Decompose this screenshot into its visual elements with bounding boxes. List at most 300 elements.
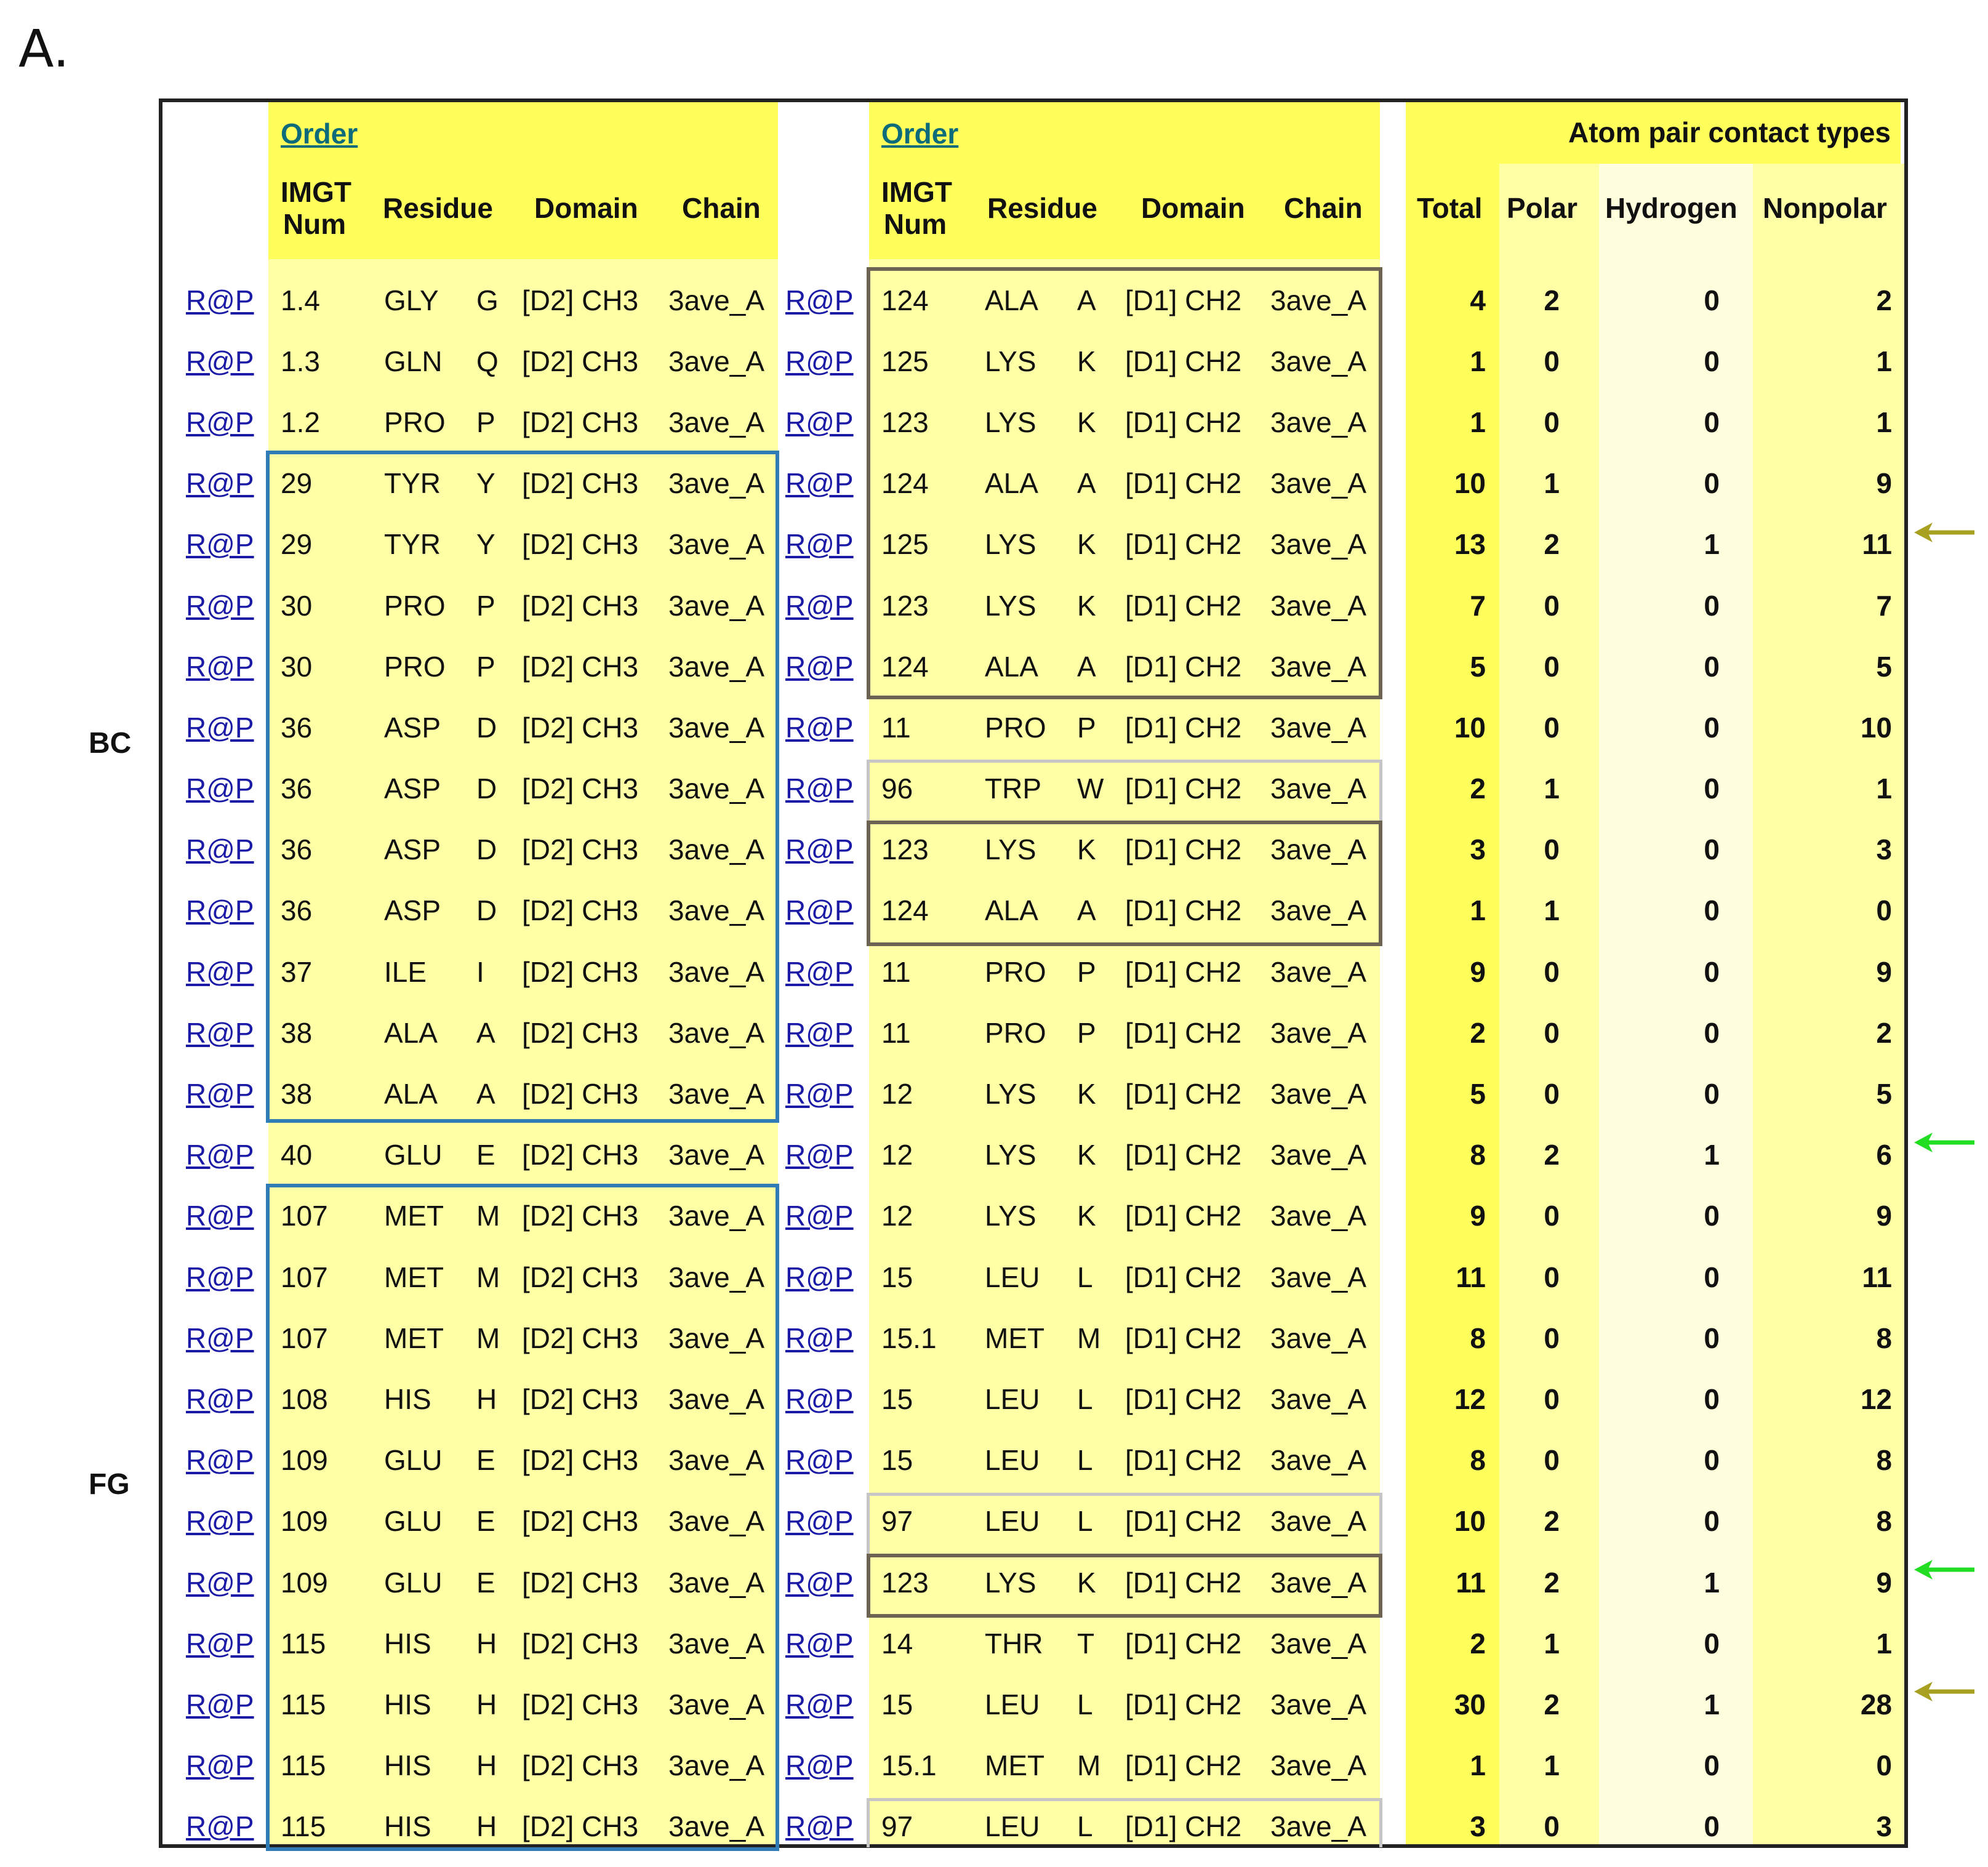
aa-code-right: A bbox=[1077, 894, 1096, 927]
rp-link-left[interactable]: R@P bbox=[186, 1444, 254, 1477]
chain-left: 3ave_A bbox=[668, 1749, 765, 1782]
hydrogen-value: 0 bbox=[1704, 1627, 1720, 1660]
table-row bbox=[162, 941, 1904, 1002]
hydrogen-value: 0 bbox=[1704, 589, 1720, 622]
nonpolar-value: 11 bbox=[1862, 528, 1892, 561]
total-value: 13 bbox=[1454, 528, 1486, 561]
domain-left: [D2] CH3 bbox=[522, 894, 639, 927]
chain-right: 3ave_A bbox=[1270, 284, 1367, 316]
domain-header-right: Domain bbox=[1141, 192, 1245, 224]
aa-code-right: L bbox=[1077, 1261, 1093, 1293]
chain-right: 3ave_A bbox=[1270, 1444, 1367, 1477]
chain-right: 3ave_A bbox=[1270, 345, 1367, 377]
table-row bbox=[162, 758, 1904, 819]
domain-header-left: Domain bbox=[534, 192, 638, 224]
imgt-num-left: 107 bbox=[281, 1322, 328, 1354]
imgt-num-right: 123 bbox=[881, 589, 929, 622]
hydrogen-value: 0 bbox=[1704, 406, 1720, 438]
aa-code-left: D bbox=[476, 773, 497, 805]
nonpolar-value: 3 bbox=[1876, 833, 1892, 866]
aa-code-right: K bbox=[1077, 1200, 1096, 1232]
rp-link-right[interactable]: R@P bbox=[785, 1016, 854, 1049]
residue-left: MET bbox=[384, 1322, 444, 1354]
hydrogen-value: 1 bbox=[1704, 1566, 1720, 1599]
imgt-num-left: 115 bbox=[281, 1688, 326, 1720]
aa-code-right: K bbox=[1077, 528, 1096, 561]
rp-link-left[interactable]: R@P bbox=[186, 1261, 254, 1293]
imgt-num-right: 123 bbox=[881, 833, 929, 866]
table-row bbox=[162, 1186, 1904, 1247]
imgt-num-right: 15 bbox=[881, 1444, 913, 1477]
aa-code-left: M bbox=[476, 1261, 500, 1293]
residue-right: PRO bbox=[985, 955, 1046, 988]
rp-link-right[interactable]: R@P bbox=[785, 955, 854, 988]
imgt-num-left: 115 bbox=[281, 1749, 326, 1782]
olive-arrow-icon bbox=[1914, 1679, 1976, 1704]
hydrogen-value: 0 bbox=[1704, 1383, 1720, 1415]
domain-left: [D2] CH3 bbox=[522, 955, 639, 988]
rp-link-left[interactable]: R@P bbox=[186, 1200, 254, 1232]
residue-left: PRO bbox=[384, 589, 446, 622]
nonpolar-header: Nonpolar bbox=[1763, 192, 1887, 224]
domain-right: [D1] CH2 bbox=[1125, 1078, 1242, 1110]
residue-left: PRO bbox=[384, 650, 446, 683]
rp-link-left[interactable]: R@P bbox=[186, 284, 254, 316]
total-value: 1 bbox=[1470, 345, 1486, 377]
residue-right: TRP bbox=[985, 773, 1041, 805]
aa-code-right: K bbox=[1077, 1566, 1096, 1599]
rp-link-left[interactable]: R@P bbox=[186, 1810, 254, 1843]
aa-code-left: M bbox=[476, 1322, 500, 1354]
rp-link-left[interactable]: R@P bbox=[186, 467, 254, 500]
table-row bbox=[162, 880, 1904, 941]
domain-right: [D1] CH2 bbox=[1125, 1261, 1242, 1293]
total-value: 3 bbox=[1470, 1810, 1486, 1843]
chain-left: 3ave_A bbox=[668, 711, 765, 744]
domain-right: [D1] CH2 bbox=[1125, 1810, 1242, 1843]
residue-right: LEU bbox=[985, 1505, 1040, 1538]
nonpolar-value: 3 bbox=[1876, 1810, 1892, 1843]
imgt-num-right: 124 bbox=[881, 284, 929, 316]
rp-link-left[interactable]: R@P bbox=[186, 1566, 254, 1599]
hydrogen-value: 0 bbox=[1704, 1200, 1720, 1232]
domain-right: [D1] CH2 bbox=[1125, 1139, 1242, 1171]
domain-right: [D1] CH2 bbox=[1125, 711, 1242, 744]
hydrogen-value: 0 bbox=[1704, 1810, 1720, 1843]
aa-code-left: E bbox=[476, 1444, 495, 1477]
polar-value: 2 bbox=[1544, 1688, 1560, 1720]
hydrogen-value: 0 bbox=[1704, 711, 1720, 744]
rp-link-right[interactable]: R@P bbox=[785, 1139, 854, 1171]
polar-value: 0 bbox=[1544, 955, 1560, 988]
green-arrow-icon bbox=[1914, 1557, 1976, 1582]
residue-left: PRO bbox=[384, 406, 446, 438]
chain-right: 3ave_A bbox=[1270, 1505, 1367, 1538]
table-row bbox=[162, 636, 1904, 697]
total-value: 9 bbox=[1470, 1200, 1486, 1232]
imgt-num-right: 12 bbox=[881, 1139, 913, 1171]
domain-left: [D2] CH3 bbox=[522, 1261, 639, 1293]
rp-link-left[interactable]: R@P bbox=[186, 406, 254, 438]
aa-code-right: L bbox=[1077, 1688, 1093, 1720]
rp-link-right[interactable]: R@P bbox=[785, 833, 854, 866]
polar-value: 2 bbox=[1544, 1139, 1560, 1171]
chain-right: 3ave_A bbox=[1270, 1016, 1367, 1049]
hydrogen-value: 0 bbox=[1704, 833, 1720, 866]
rp-link-left[interactable]: R@P bbox=[186, 589, 254, 622]
nonpolar-value: 28 bbox=[1860, 1688, 1892, 1720]
nonpolar-value: 5 bbox=[1876, 650, 1892, 683]
table-row bbox=[162, 1796, 1904, 1857]
chain-right: 3ave_A bbox=[1270, 955, 1367, 988]
aa-code-left: G bbox=[476, 284, 499, 316]
residue-left: MET bbox=[384, 1261, 444, 1293]
imgt-num-left: 1.2 bbox=[281, 406, 320, 438]
rp-link-left[interactable]: R@P bbox=[186, 528, 254, 561]
table-body bbox=[162, 270, 1904, 1857]
aa-code-right: M bbox=[1077, 1749, 1101, 1782]
nonpolar-value: 7 bbox=[1876, 589, 1892, 622]
residue-right: PRO bbox=[985, 1016, 1046, 1049]
table-row bbox=[162, 697, 1904, 758]
rp-link-left[interactable]: R@P bbox=[186, 1139, 254, 1171]
contact-table bbox=[159, 98, 1908, 1848]
domain-left: [D2] CH3 bbox=[522, 528, 639, 561]
domain-left: [D2] CH3 bbox=[522, 1016, 639, 1049]
domain-left: [D2] CH3 bbox=[522, 1200, 639, 1232]
table-row bbox=[162, 1491, 1904, 1552]
rp-link-left[interactable]: R@P bbox=[186, 773, 254, 805]
domain-right: [D1] CH2 bbox=[1125, 345, 1242, 377]
rp-link-left[interactable]: R@P bbox=[186, 955, 254, 988]
total-value: 10 bbox=[1454, 467, 1486, 500]
aa-code-left: A bbox=[476, 1078, 495, 1110]
nonpolar-value: 1 bbox=[1876, 1627, 1892, 1660]
domain-left: [D2] CH3 bbox=[522, 1139, 639, 1171]
rp-link-left[interactable]: R@P bbox=[186, 345, 254, 377]
residue-left: GLU bbox=[384, 1444, 443, 1477]
total-value: 11 bbox=[1456, 1566, 1486, 1599]
chain-left: 3ave_A bbox=[668, 1078, 765, 1110]
rp-link-left[interactable]: R@P bbox=[186, 1016, 254, 1049]
residue-right: LEU bbox=[985, 1810, 1040, 1843]
chain-right: 3ave_A bbox=[1270, 773, 1367, 805]
table-row bbox=[162, 1735, 1904, 1796]
rp-link-left[interactable]: R@P bbox=[186, 1383, 254, 1415]
residue-left: GLY bbox=[384, 284, 439, 316]
residue-right: THR bbox=[985, 1627, 1043, 1660]
chain-left: 3ave_A bbox=[668, 894, 765, 927]
rp-link-right[interactable]: R@P bbox=[785, 1505, 854, 1538]
imgt-num-left: 1.3 bbox=[281, 345, 320, 377]
total-value: 4 bbox=[1470, 284, 1486, 316]
nonpolar-value: 8 bbox=[1876, 1322, 1892, 1354]
imgt-num-left: 108 bbox=[281, 1383, 328, 1415]
aa-code-right: P bbox=[1077, 1016, 1096, 1049]
chain-right: 3ave_A bbox=[1270, 589, 1367, 622]
imgt-num-left: 29 bbox=[281, 528, 313, 561]
chain-right: 3ave_A bbox=[1270, 1627, 1367, 1660]
residue-left: TYR bbox=[384, 467, 441, 500]
imgt-num-right: 15 bbox=[881, 1688, 913, 1720]
polar-value: 0 bbox=[1544, 1200, 1560, 1232]
total-value: 2 bbox=[1470, 1016, 1486, 1049]
polar-value: 1 bbox=[1544, 773, 1560, 805]
rp-link-right[interactable]: R@P bbox=[785, 773, 854, 805]
hydrogen-value: 0 bbox=[1704, 1016, 1720, 1049]
rp-link-right[interactable]: R@P bbox=[785, 1688, 854, 1720]
residue-left: GLU bbox=[384, 1505, 443, 1538]
imgt-num-right: 125 bbox=[881, 528, 929, 561]
rp-link-right[interactable]: R@P bbox=[785, 284, 854, 316]
table-row bbox=[162, 819, 1904, 880]
nonpolar-value: 8 bbox=[1876, 1505, 1892, 1538]
hydrogen-value: 0 bbox=[1704, 1749, 1720, 1782]
residue-right: LYS bbox=[985, 406, 1036, 438]
rp-link-right[interactable]: R@P bbox=[785, 1810, 854, 1843]
domain-right: [D1] CH2 bbox=[1125, 1200, 1242, 1232]
nonpolar-value: 1 bbox=[1876, 345, 1892, 377]
rp-link-right[interactable]: R@P bbox=[785, 1383, 854, 1415]
rp-link-right[interactable]: R@P bbox=[785, 1566, 854, 1599]
rp-link-left[interactable]: R@P bbox=[186, 711, 254, 744]
rp-link-right[interactable]: R@P bbox=[785, 1322, 854, 1354]
chain-left: 3ave_A bbox=[668, 1566, 765, 1599]
residue-left: ASP bbox=[384, 894, 441, 927]
rp-link-right[interactable]: R@P bbox=[785, 650, 854, 683]
order-link-left[interactable]: Order bbox=[281, 118, 358, 150]
chain-right: 3ave_A bbox=[1270, 650, 1367, 683]
aa-code-right: K bbox=[1077, 589, 1096, 622]
rp-link-right[interactable]: R@P bbox=[785, 1200, 854, 1232]
domain-right: [D1] CH2 bbox=[1125, 467, 1242, 500]
nonpolar-value: 9 bbox=[1876, 1566, 1892, 1599]
chain-left: 3ave_A bbox=[668, 528, 765, 561]
imgt-num-right: 123 bbox=[881, 1566, 929, 1599]
nonpolar-value: 0 bbox=[1876, 894, 1892, 927]
total-value: 12 bbox=[1454, 1383, 1486, 1415]
aa-code-left: P bbox=[476, 650, 495, 683]
total-value: 1 bbox=[1470, 1749, 1486, 1782]
table-row bbox=[162, 270, 1904, 331]
total-value: 8 bbox=[1470, 1139, 1486, 1171]
table-row bbox=[162, 1247, 1904, 1307]
hydrogen-value: 0 bbox=[1704, 773, 1720, 805]
rp-link-left[interactable]: R@P bbox=[186, 1688, 254, 1720]
hydrogen-value: 0 bbox=[1704, 894, 1720, 927]
rp-link-right[interactable]: R@P bbox=[785, 345, 854, 377]
aa-code-left: M bbox=[476, 1200, 500, 1232]
domain-left: [D2] CH3 bbox=[522, 467, 639, 500]
total-value: 2 bbox=[1470, 1627, 1486, 1660]
hydrogen-value: 0 bbox=[1704, 1322, 1720, 1354]
residue-left: HIS bbox=[384, 1383, 431, 1415]
aa-code-right: P bbox=[1077, 955, 1096, 988]
residue-left: TYR bbox=[384, 528, 441, 561]
rp-link-right[interactable]: R@P bbox=[785, 589, 854, 622]
rp-link-right[interactable]: R@P bbox=[785, 1627, 854, 1660]
chain-left: 3ave_A bbox=[668, 1627, 765, 1660]
total-value: 7 bbox=[1470, 589, 1486, 622]
imgt-num-left: 38 bbox=[281, 1078, 313, 1110]
total-value: 10 bbox=[1454, 1505, 1486, 1538]
aa-code-right: W bbox=[1077, 773, 1104, 805]
residue-right: LEU bbox=[985, 1261, 1040, 1293]
nonpolar-value: 9 bbox=[1876, 1200, 1892, 1232]
rp-link-right[interactable]: R@P bbox=[785, 711, 854, 744]
rp-link-right[interactable]: R@P bbox=[785, 528, 854, 561]
residue-left: ALA bbox=[384, 1016, 438, 1049]
polar-value: 1 bbox=[1544, 467, 1560, 500]
chain-left: 3ave_A bbox=[668, 1200, 765, 1232]
nonpolar-value: 2 bbox=[1876, 1016, 1892, 1049]
nonpolar-value: 1 bbox=[1876, 773, 1892, 805]
total-value: 11 bbox=[1456, 1261, 1486, 1293]
domain-left: [D2] CH3 bbox=[522, 1322, 639, 1354]
chain-left: 3ave_A bbox=[668, 284, 765, 316]
imgt-num-right: 11 bbox=[881, 711, 911, 744]
hydrogen-header: Hydrogen bbox=[1605, 192, 1737, 224]
residue-left: ASP bbox=[384, 773, 441, 805]
rp-link-left[interactable]: R@P bbox=[186, 1627, 254, 1660]
aa-code-right: T bbox=[1077, 1627, 1095, 1660]
chain-left: 3ave_A bbox=[668, 406, 765, 438]
domain-right: [D1] CH2 bbox=[1125, 406, 1242, 438]
total-value: 30 bbox=[1454, 1688, 1486, 1720]
rp-link-right[interactable]: R@P bbox=[785, 1749, 854, 1782]
imgt-num-right: 97 bbox=[881, 1810, 913, 1843]
chain-right: 3ave_A bbox=[1270, 1078, 1367, 1110]
polar-value: 0 bbox=[1544, 1444, 1560, 1477]
aa-code-left: I bbox=[476, 955, 484, 988]
domain-left: [D2] CH3 bbox=[522, 833, 639, 866]
total-value: 5 bbox=[1470, 650, 1486, 683]
total-value: 2 bbox=[1470, 773, 1486, 805]
aa-code-left: E bbox=[476, 1566, 495, 1599]
aa-code-right: A bbox=[1077, 467, 1096, 500]
table-row bbox=[162, 1063, 1904, 1124]
imgt-num-left: 36 bbox=[281, 894, 313, 927]
nonpolar-value: 0 bbox=[1876, 1749, 1892, 1782]
hydrogen-value: 0 bbox=[1704, 467, 1720, 500]
nonpolar-value: 9 bbox=[1876, 955, 1892, 988]
rp-link-left[interactable]: R@P bbox=[186, 1322, 254, 1354]
chain-right: 3ave_A bbox=[1270, 711, 1367, 744]
chain-right: 3ave_A bbox=[1270, 1261, 1367, 1293]
chain-left: 3ave_A bbox=[668, 1322, 765, 1354]
chain-left: 3ave_A bbox=[668, 1505, 765, 1538]
imgt-num-right: 15 bbox=[881, 1261, 913, 1293]
imgt-num-left: 29 bbox=[281, 467, 313, 500]
hydrogen-value: 1 bbox=[1704, 528, 1720, 561]
chain-right: 3ave_A bbox=[1270, 833, 1367, 866]
imgt-num-left: 109 bbox=[281, 1505, 328, 1538]
aa-code-right: K bbox=[1077, 833, 1096, 866]
rp-link-right[interactable]: R@P bbox=[785, 1078, 854, 1110]
imgt-num-right: 12 bbox=[881, 1078, 913, 1110]
aa-code-right: L bbox=[1077, 1444, 1093, 1477]
order-link-right[interactable]: Order bbox=[881, 118, 959, 150]
rp-link-left[interactable]: R@P bbox=[186, 1078, 254, 1110]
hydrogen-value: 0 bbox=[1704, 345, 1720, 377]
residue-right: LYS bbox=[985, 833, 1036, 866]
rp-link-right[interactable]: R@P bbox=[785, 1444, 854, 1477]
nonpolar-value: 12 bbox=[1860, 1383, 1892, 1415]
hydrogen-value: 0 bbox=[1704, 1505, 1720, 1538]
rp-link-right[interactable]: R@P bbox=[785, 1261, 854, 1293]
domain-right: [D1] CH2 bbox=[1125, 894, 1242, 927]
polar-header: Polar bbox=[1507, 192, 1578, 224]
domain-right: [D1] CH2 bbox=[1125, 1688, 1242, 1720]
residue-left: GLU bbox=[384, 1139, 443, 1171]
hydrogen-value: 0 bbox=[1704, 1078, 1720, 1110]
aa-code-right: A bbox=[1077, 650, 1096, 683]
residue-left: HIS bbox=[384, 1627, 431, 1660]
rp-link-left[interactable]: R@P bbox=[186, 650, 254, 683]
rp-link-right[interactable]: R@P bbox=[785, 406, 854, 438]
domain-left: [D2] CH3 bbox=[522, 1505, 639, 1538]
imgt-num-left: 36 bbox=[281, 833, 313, 866]
domain-right: [D1] CH2 bbox=[1125, 955, 1242, 988]
residue-right: LYS bbox=[985, 1566, 1036, 1599]
aa-code-left: A bbox=[476, 1016, 495, 1049]
residue-left: GLN bbox=[384, 345, 443, 377]
rp-link-left[interactable]: R@P bbox=[186, 1505, 254, 1538]
aa-code-left: P bbox=[476, 589, 495, 622]
polar-value: 0 bbox=[1544, 1810, 1560, 1843]
polar-value: 0 bbox=[1544, 1322, 1560, 1354]
aa-code-right: L bbox=[1077, 1810, 1093, 1843]
polar-value: 2 bbox=[1544, 1566, 1560, 1599]
contact-types-title: Atom pair contact types bbox=[1568, 116, 1891, 148]
residue-right: ALA bbox=[985, 467, 1038, 500]
imgt-num-left: 115 bbox=[281, 1627, 326, 1660]
imgt-num-right: 124 bbox=[881, 650, 929, 683]
aa-code-right: K bbox=[1077, 345, 1096, 377]
chain-left: 3ave_A bbox=[668, 773, 765, 805]
chain-right: 3ave_A bbox=[1270, 528, 1367, 561]
imgt-num-left: 107 bbox=[281, 1200, 328, 1232]
rp-link-right[interactable]: R@P bbox=[785, 894, 854, 927]
chain-left: 3ave_A bbox=[668, 467, 765, 500]
hydrogen-value: 0 bbox=[1704, 1444, 1720, 1477]
aa-code-left: E bbox=[476, 1139, 495, 1171]
domain-left: [D2] CH3 bbox=[522, 650, 639, 683]
imgt-num-left: 30 bbox=[281, 589, 313, 622]
domain-right: [D1] CH2 bbox=[1125, 1627, 1242, 1660]
hydrogen-value: 1 bbox=[1704, 1688, 1720, 1720]
rp-link-left[interactable]: R@P bbox=[186, 833, 254, 866]
rp-link-right[interactable]: R@P bbox=[785, 467, 854, 500]
chain-right: 3ave_A bbox=[1270, 1383, 1367, 1415]
nonpolar-value: 8 bbox=[1876, 1444, 1892, 1477]
chain-right: 3ave_A bbox=[1270, 1688, 1367, 1720]
table-row bbox=[162, 453, 1904, 514]
imgt-num-right: 15 bbox=[881, 1383, 913, 1415]
hydrogen-value: 0 bbox=[1704, 650, 1720, 683]
imgt-num-right: 96 bbox=[881, 773, 913, 805]
rp-link-left[interactable]: R@P bbox=[186, 894, 254, 927]
imgt-num-right: 123 bbox=[881, 406, 929, 438]
nonpolar-value: 5 bbox=[1876, 1078, 1892, 1110]
total-value: 5 bbox=[1470, 1078, 1486, 1110]
aa-code-left: D bbox=[476, 711, 497, 744]
chain-left: 3ave_A bbox=[668, 1383, 765, 1415]
rp-link-left[interactable]: R@P bbox=[186, 1749, 254, 1782]
chain-right: 3ave_A bbox=[1270, 1139, 1367, 1171]
residue-left: ASP bbox=[384, 833, 441, 866]
aa-code-right: K bbox=[1077, 1078, 1096, 1110]
